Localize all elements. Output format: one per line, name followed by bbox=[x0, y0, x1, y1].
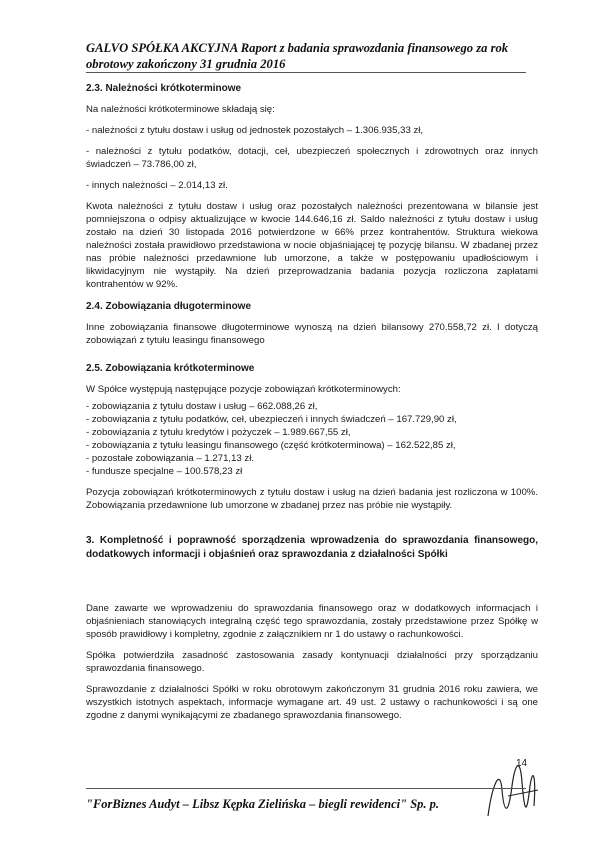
section-2-3-item-2: - należności z tytułu podatków, dotacji, ceł, ubezpieczeń społecznych i zdrowotnych oraz innych świadczeń – 73.786,00 zł, bbox=[86, 146, 538, 170]
footer-divider bbox=[86, 788, 526, 789]
signature-mark bbox=[478, 746, 548, 832]
section-2-5-intro: W Spółce występują następujące pozycje zobowiązań krótkoterminowych: bbox=[86, 384, 401, 395]
section-2-5 bbox=[86, 362, 538, 512]
section-2-3-paragraph: Kwota należności z tytułu dostaw i usług oraz pozostałych należności prezentowana w bilansie jest pomniejszona o odpisy aktualizujące w kwocie 144.646,16 zł. Saldo należności z tytułu dostaw i usług zostało na dzień 30 listopada 2016 potwierdzone w 66% przez kontrahentów. Struktura wiekowa należności została prawidłowo przedstawiona w nocie objaśniającej tę pozycję bilansu. W zbadanej przez nas próbie należności przedawnione lub umorzone, a także w postępowaniu upadłościowym i likwidacyjnym nie wystąpiły. Na dzień przeprowadzania badania pozycja rozliczona zapłatami kontrahentów w 92%. bbox=[86, 201, 538, 290]
list-item: - zobowiązania z tytułu kredytów i pożyczek – 1.989.667,55 zł, bbox=[86, 427, 351, 438]
section-2-3-title: 2.3. Należności krótkoterminowe bbox=[86, 83, 242, 94]
header-line-1: GALVO SPÓŁKA AKCYJNA Raport z badania sprawozdania finansowego za rok bbox=[86, 41, 509, 55]
list-item: - zobowiązania z tytułu dostaw i usług – 662.088,26 zł, bbox=[86, 401, 318, 412]
section-2-3-intro: Na należności krótkoterminowe składają się: bbox=[86, 104, 275, 115]
section-2-3-item-1: - należności z tytułu dostaw i usług od jednostek pozostałych – 1.306.935,33 zł, bbox=[86, 125, 424, 136]
section-2-5-title: 2.5. Zobowiązania krótkoterminowe bbox=[86, 363, 255, 374]
header-line-2: obrotowy zakończony 31 grudnia 2016 bbox=[86, 57, 286, 71]
list-item: - fundusze specjalne – 100.578,23 zł bbox=[86, 466, 243, 477]
section-3 bbox=[86, 534, 538, 722]
section-2-4-paragraph: Inne zobowiązania finansowe długoterminowe wynoszą na dzień bilansowy 270.558,72 zł. I dotyczą zobowiązań z tytułu leasingu finansowego bbox=[86, 322, 538, 346]
section-2-5-paragraph: Pozycja zobowiązań krótkoterminowych z tytułu dostaw i usług na dzień badania jest rozliczona w 100%. Zobowiązania przedawnione lub umorzone w zbadanej przez nas próbie nie wystąpiły. bbox=[86, 487, 538, 511]
section-3-paragraph-2: Spółka potwierdziła zasadność zastosowania zasady kontynuacji działalności przy sporządzaniu sprawozdania finansowego. bbox=[86, 650, 538, 674]
section-3-title: 3. Kompletność i poprawność sporządzenia wprowadzenia do sprawozdania finansowego, dodatkowych informacji i objaśnień oraz sprawozdania z działalności Spółki bbox=[86, 535, 538, 560]
section-3-paragraph-3: Sprawozdanie z działalności Spółki w roku obrotowym zakończonym 31 grudnia 2016 roku zawiera, we wszystkich istotnych aspektach, informacje wymagane art. 49 ust. 2 ustawy o rachunkowości i są one zgodne z danymi wynikającymi ze zbadanego sprawozdania finansowego. bbox=[86, 684, 538, 721]
section-2-4-title: 2.4. Zobowiązania długoterminowe bbox=[86, 301, 252, 312]
report-header bbox=[86, 40, 536, 72]
list-item: - zobowiązania z tytułu leasingu finansowego (część krótkoterminowa) – 162.522,85 zł, bbox=[86, 440, 456, 451]
page-number: 14 bbox=[516, 758, 528, 769]
section-2-3 bbox=[86, 82, 538, 291]
section-2-3-item-3: - innych należności – 2.014,13 zł. bbox=[86, 180, 228, 191]
header-divider bbox=[86, 72, 526, 73]
list-item: - zobowiązania z tytułu podatków, ceł, ubezpieczeń i innych świadczeń – 167.729,90 zł, bbox=[86, 414, 457, 425]
list-item: - pozostałe zobowiązania – 1.271,13 zł. bbox=[86, 453, 254, 464]
section-2-4 bbox=[86, 300, 538, 347]
section-3-paragraph-1: Dane zawarte we wprowadzeniu do sprawozdania finansowego oraz w dodatkowych informacjach i objaśnieniach stanowiących integralną część tego sprawozdania, zostały przedstawione przez Spółkę w sposób prawidłowy i kompletny, zgodnie z załącznikiem nr 1 do ustawy o rachunkowości. bbox=[86, 603, 538, 640]
section-2-5-list bbox=[86, 400, 538, 478]
footer-text: "ForBiznes Audyt – Libsz Kępka Zielińska – biegli rewidenci" Sp. p. bbox=[86, 797, 440, 811]
